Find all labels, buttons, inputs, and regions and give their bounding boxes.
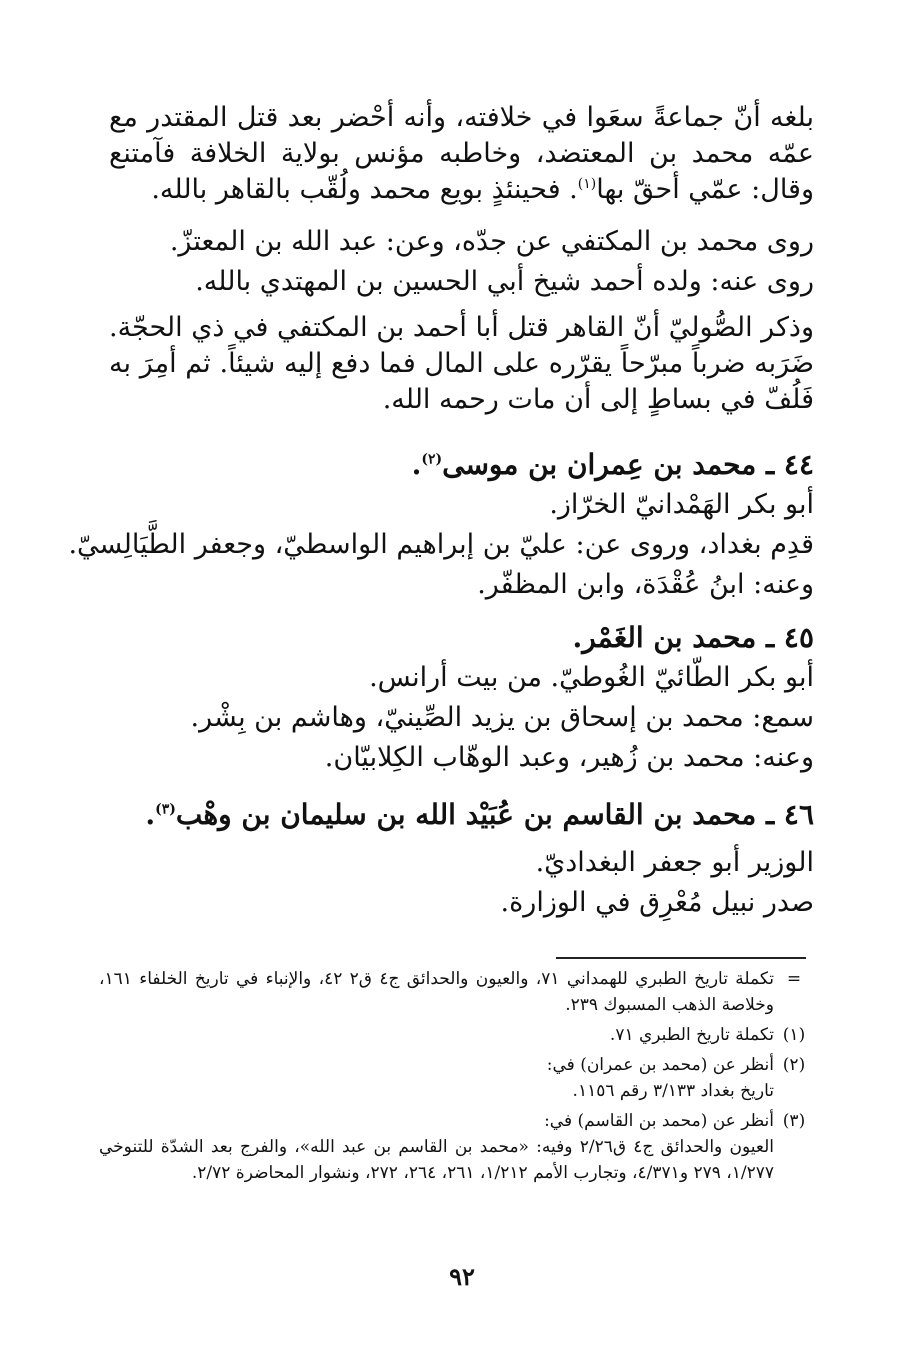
- entry-heading: ٤٤ ـ محمد بن عِمران بن موسى$^{(٢)}$.: [411, 448, 814, 481]
- rawa-anhu: [114, 262, 814, 302]
- footnote-3: [99, 1108, 814, 1186]
- entry-line: قدِم بغداد، وروى عن: عليّ بن إبراهيم الواسطيّ، وجعفر الطَّيَالِسيّ.: [68, 529, 814, 560]
- intro-text: بلغه أنّ جماعةً سعَوا في خلافته، وأنه أحْضر بعد قتل المقتدر مع عمّه محمد بن المعتضد، وخاطبه مؤنس بولاية الخلافة فآمتنع وقال: عمّي أحقّ بها: [109, 102, 814, 205]
- entry-heading: ٤٥ ـ محمد بن الغَمْر.: [572, 621, 814, 654]
- footnote-mark: (٣): [782, 1111, 806, 1131]
- page-number: ٩٢: [449, 1262, 475, 1291]
- footnote-mark: =: [786, 969, 802, 989]
- footnote-ref-3[interactable]: (٣): [155, 801, 176, 818]
- footnote-2: [99, 1052, 814, 1104]
- entry-line: أبو بكر الهَمْدانيّ الخرّاز.: [549, 489, 814, 520]
- entry-line: وعنه: ابنُ عُقْدَة، وابن المظفّر.: [477, 569, 814, 600]
- footnote-text: أنظر عن (محمد بن عمران) في: تاريخ بغداد ٣/١٣٣ رقم ١١٥٦.: [546, 1055, 774, 1101]
- footnote-ref-2[interactable]: (٢): [421, 451, 443, 468]
- entry-line: الوزير أبو جعفر البغداديّ.: [535, 847, 814, 878]
- footnote-separator: [556, 957, 806, 959]
- footnote-text: أنظر عن (محمد بن القاسم) في: العيون والحدائق ج٤ ق٢/٢٦ وفيه: «محمد بن القاسم بن عبد الله»، والفرج بعد الشدّة للتنوخي ١/٢٧٧، ٢٧٩ و٤/٣٧١، وتجارب الأمم ١/٢١٢، ٢٦١، ٢٦٤، ٢٧٢، ونشوار المحاضرة ٢/٧٢.: [99, 1111, 774, 1183]
- footnote-ref-1[interactable]: (١): [577, 176, 597, 192]
- intro-text-end: . فحينئذٍ بويع محمد ولُقّب بالقاهر بالله.: [151, 174, 578, 205]
- entry-line: أبو بكر الطّائيّ الغُوطيّ. من بيت أرانس.: [369, 662, 814, 693]
- entry-44: [68, 445, 814, 605]
- entry-45: [114, 618, 814, 778]
- rawa-an: [114, 222, 814, 262]
- entry-line: وعنه: محمد بن زُهير، وعبد الوهّاب الكِلابيّان.: [324, 742, 814, 773]
- intro-paragraph-1: [109, 100, 814, 208]
- narrated-from-line: روى محمد بن المكتفي عن جدّه، وعن: عبد الله بن المعتزّ.: [169, 226, 814, 257]
- narrated-by-line: روى عنه: ولده أحمد شيخ أبي الحسين بن المهتدي بالله.: [195, 266, 814, 297]
- entry-46: [114, 795, 814, 923]
- footnotes: [99, 966, 814, 1186]
- entry-heading: ٤٦ ـ محمد بن القاسم بن عُبَيْد الله بن سليمان بن وهْب$^{(٣)}$.: [145, 798, 814, 831]
- footnote-text: تكملة تاريخ الطبري للهمداني ٧١، والعيون والحدائق ج٤ ق٢ ٤٢، والإنباء في تاريخ الخلفاء ١٦١، وخلاصة الذهب المسبوك ٢٣٩.: [99, 969, 774, 1015]
- footnote-mark: (٢): [782, 1055, 806, 1075]
- intro-paragraph-2: وذكر الصُّوليّ أنّ القاهر قتل أبا أحمد بن المكتفي في ذي الحجّة. ضَرَبه ضرباً مبرّحاً يقرّره على المال فما دفع إليه شيئاً. ثم أمِرَ به فَلُفّ في بساطٍ إلى أن مات رحمه الله.: [109, 312, 814, 415]
- entry-line: سمع: محمد بن إسحاق بن يزيد الصِّينيّ، وهاشم بن بِشْر.: [190, 702, 814, 733]
- footnote-text: تكملة تاريخ الطبري ٧١.: [609, 1025, 774, 1045]
- footnote-mark: (١): [782, 1025, 806, 1045]
- footnote-1: [99, 1022, 814, 1048]
- entry-line: صدر نبيل مُعْرِق في الوزارة.: [500, 887, 814, 918]
- footnote-continued: [99, 966, 814, 1018]
